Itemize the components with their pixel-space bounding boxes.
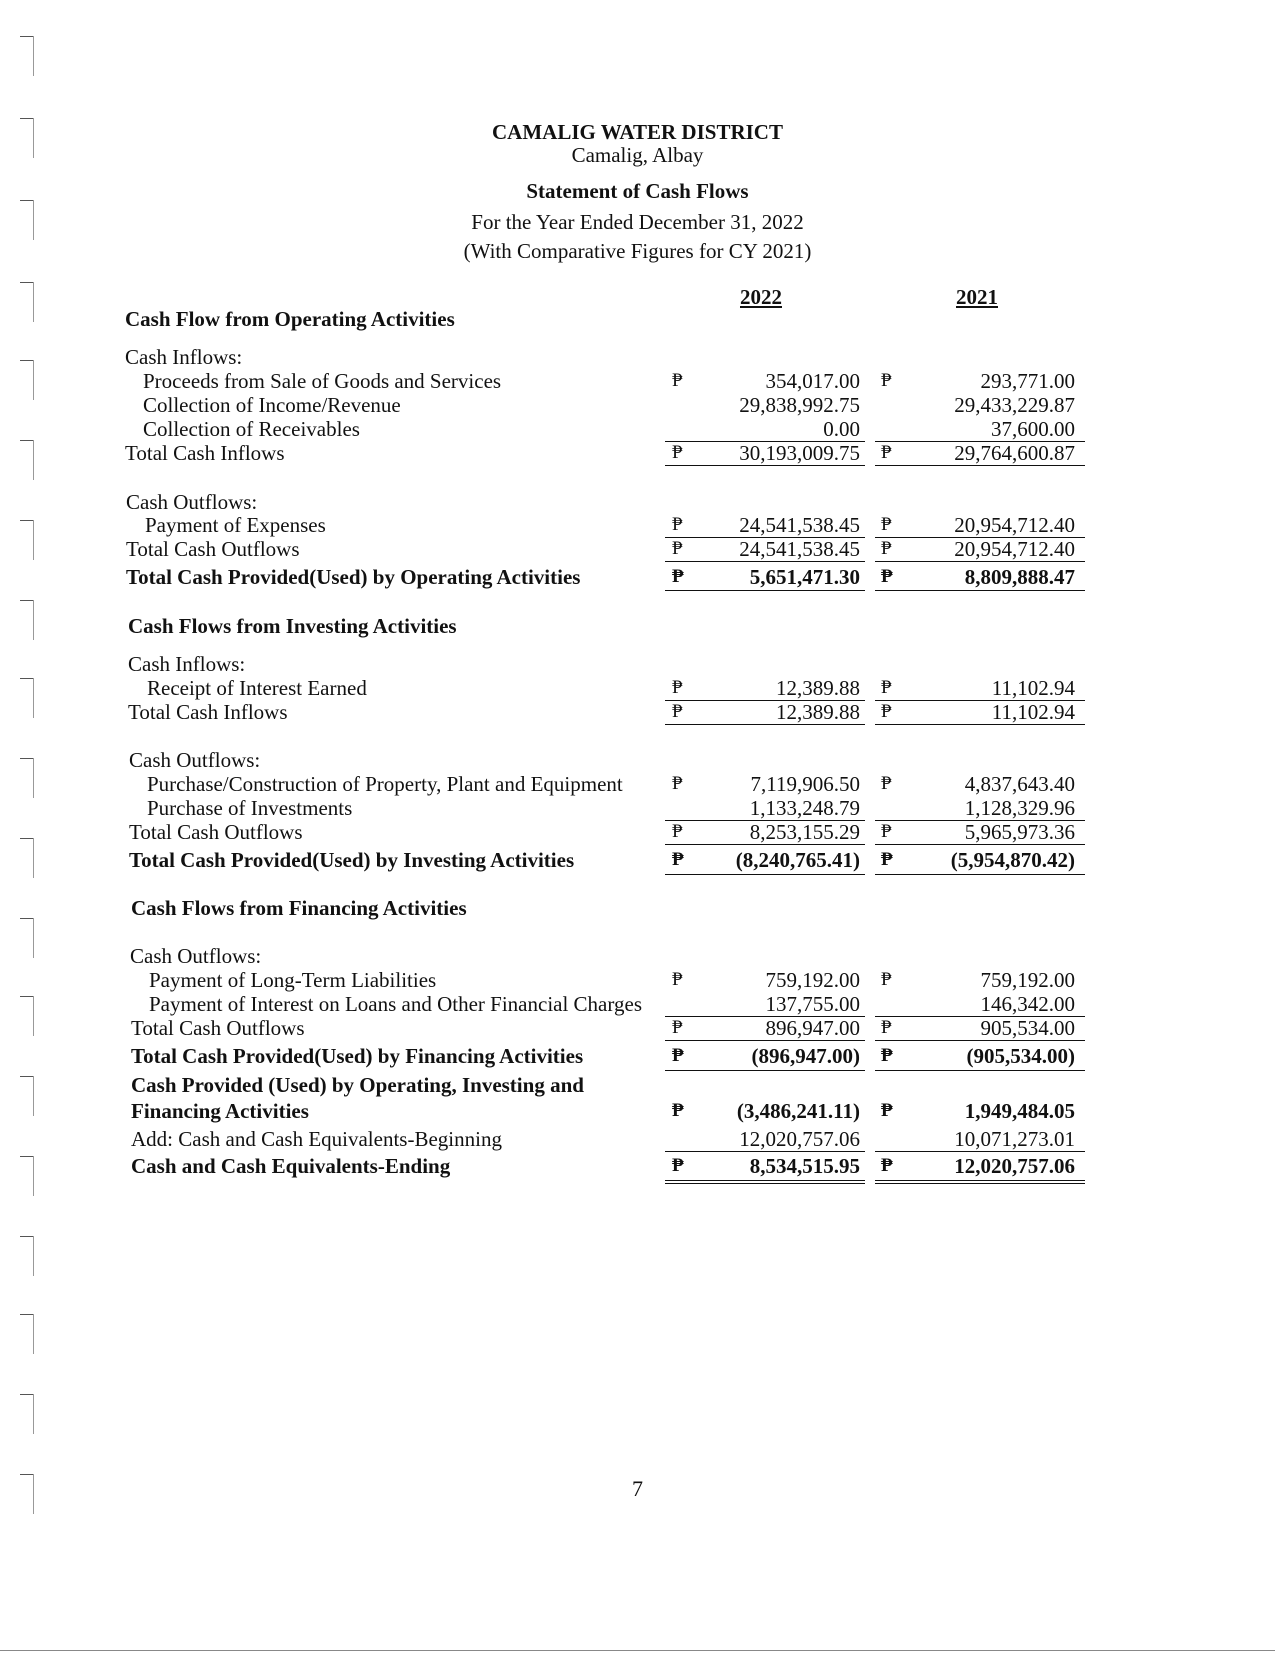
amount-2021: 8,809,888.47 [964,565,1075,589]
inflows-label: Cash Inflows: [125,345,243,369]
net-rule [665,874,865,875]
amount-2022: 8,253,155.29 [749,820,860,844]
line-item [0,1127,1275,1151]
column-header-2021: 2021 [956,285,998,309]
line-item [0,369,1275,393]
amount-2021: 10,071,273.01 [954,1127,1075,1151]
amount-2021: (905,534.00) [966,1044,1075,1068]
amount-2022: 24,541,538.45 [739,537,860,561]
line-label: Total Cash Outflows [131,1016,305,1040]
line-label: Cash Provided (Used) by Operating, Investing and [131,1073,584,1097]
peso-sign: ₱ [672,1045,684,1066]
peso-sign: ₱ [881,442,892,463]
amount-2022: (8,240,765.41) [735,848,860,872]
double-rule [875,1180,1085,1184]
line-item [0,992,1275,1016]
peso-sign: ₱ [672,442,683,463]
entity-location: Camalig, Albay [571,143,704,167]
line-label: Total Cash Provided(Used) by Financing Activities [131,1044,584,1068]
line-label: Financing Activities [131,1099,309,1123]
outflows-label: Cash Outflows: [126,490,258,514]
peso-sign: ₱ [672,514,683,535]
peso-sign: ₱ [672,969,683,990]
peso-sign: ₱ [881,677,892,698]
total-row [0,441,1275,465]
line-label: Proceeds from Sale of Goods and Services [143,369,502,393]
total-rule [665,724,865,725]
peso-sign: ₱ [881,1045,893,1066]
binder-mark [20,36,34,76]
amount-2021: 29,433,229.87 [954,393,1075,417]
amount-2022: 12,389.88 [776,676,860,700]
total-rule [665,561,865,562]
net-rule [875,874,1085,875]
peso-sign: ₱ [881,821,892,842]
net-rule [665,1070,865,1071]
peso-sign: ₱ [881,773,892,794]
amount-2021: 293,771.00 [980,369,1075,393]
total-rule [665,844,865,845]
net-total-row [0,848,1275,872]
subsection-label [0,944,1275,968]
line-item [0,676,1275,700]
amount-2021: 37,600.00 [991,417,1075,441]
page-number: 7 [632,1476,643,1501]
total-rule [665,1040,865,1041]
line-item [0,772,1275,796]
statement-header [0,121,1275,167]
amount-2021: 4,837,643.40 [964,772,1075,796]
peso-sign: ₱ [672,1100,684,1121]
amount-2022: 759,192.00 [765,968,860,992]
line-item [0,968,1275,992]
amount-2021: 11,102.94 [991,700,1075,724]
peso-sign: ₱ [881,566,893,587]
amount-2021: 5,965,973.36 [964,820,1075,844]
peso-sign: ₱ [672,1017,683,1038]
subsection-label [0,652,1275,676]
peso-sign: ₱ [881,969,892,990]
total-rule [875,561,1085,562]
amount-2022: 8,534,515.95 [749,1154,860,1178]
section-heading [0,896,1275,920]
subsection-label [0,345,1275,369]
peso-sign: ₱ [672,1155,684,1176]
peso-sign: ₱ [672,773,683,794]
amount-2022: 5,651,471.30 [749,565,860,589]
amount-2022: (896,947.00) [751,1044,860,1068]
peso-sign: ₱ [672,370,683,391]
amount-2022: 12,389.88 [776,700,860,724]
subtotal-rule [875,1151,1085,1152]
column-header-2022: 2022 [740,285,782,309]
line-label: Collection of Income/Revenue [143,393,401,417]
statement-period-block [0,208,1275,266]
binder-mark [20,1236,34,1276]
amount-2022: 24,541,538.45 [739,513,860,537]
statement-title: Statement of Cash Flows [526,179,749,203]
subsection-label [0,748,1275,772]
section-heading [0,614,1275,638]
line-label: Payment of Long-Term Liabilities [149,968,437,992]
amount-2022: 137,755.00 [765,992,860,1016]
amount-2022: 7,119,906.50 [750,772,860,796]
operating-title: Cash Flow from Operating Activities [125,307,455,331]
amount-2021: 1,128,329.96 [964,796,1075,820]
line-label: Receipt of Interest Earned [147,676,367,700]
net-total-row [0,1044,1275,1068]
line-label: Purchase of Investments [147,796,353,820]
statement-title-block [0,180,1275,203]
line-item [0,796,1275,820]
total-rule [875,465,1085,466]
line-label: Total Cash Outflows [129,820,303,844]
amount-2021: 11,102.94 [991,676,1075,700]
amount-2022: 30,193,009.75 [739,441,860,465]
total-rule [665,465,865,466]
outflows-label: Cash Outflows: [129,748,261,772]
amount-2022: 1,133,248.79 [749,796,860,820]
peso-sign: ₱ [672,701,683,722]
peso-sign: ₱ [881,1100,893,1121]
amount-2022: 29,838,992.75 [739,393,860,417]
amount-2021: 29,764,600.87 [954,441,1075,465]
amount-2021: 905,534.00 [980,1016,1075,1040]
line-label: Total Cash Inflows [125,441,285,465]
financing-title: Cash Flows from Financing Activities [131,896,467,920]
peso-sign: ₱ [881,1017,892,1038]
peso-sign: ₱ [672,677,683,698]
line-item [0,393,1275,417]
line-label: Collection of Receivables [143,417,360,441]
amount-2022: 12,020,757.06 [739,1127,860,1151]
amount-2022: 354,017.00 [765,369,860,393]
total-row [0,700,1275,724]
scan-edge [0,1650,1275,1651]
combined-label-row [0,1073,1275,1097]
amount-2022: 896,947.00 [765,1016,860,1040]
peso-sign: ₱ [672,566,684,587]
total-rule [875,724,1085,725]
peso-sign: ₱ [881,538,892,559]
ending-total-row [0,1154,1275,1178]
line-label: Payment of Expenses [145,513,326,537]
line-label: Total Cash Provided(Used) by Operating Activities [126,565,581,589]
line-label: Total Cash Outflows [126,537,300,561]
peso-sign: ₱ [881,849,893,870]
subsection-label [0,490,1275,514]
total-rule [875,1040,1085,1041]
amount-2021: 12,020,757.06 [954,1154,1075,1178]
line-label: Cash and Cash Equivalents-Ending [131,1154,451,1178]
peso-sign: ₱ [672,821,683,842]
entity-name: CAMALIG WATER DISTRICT [492,120,783,144]
net-rule [665,590,865,591]
net-total-row [0,565,1275,589]
line-item [0,417,1275,441]
outflows-label: Cash Outflows: [130,944,262,968]
amount-2022: (3,486,241.11) [736,1099,860,1123]
peso-sign: ₱ [881,370,892,391]
line-label: Add: Cash and Cash Equivalents-Beginning [131,1127,502,1151]
investing-title: Cash Flows from Investing Activities [128,614,457,638]
section-heading [0,307,1275,331]
peso-sign: ₱ [672,538,683,559]
statement-comparative: (With Comparative Figures for CY 2021) [463,239,812,263]
subtotal-rule [665,1151,865,1152]
peso-sign: ₱ [672,849,684,870]
line-item [0,513,1275,537]
total-row [0,1016,1275,1040]
amount-2021: 759,192.00 [980,968,1075,992]
line-label: Purchase/Construction of Property, Plant and Equipment [147,772,623,796]
peso-sign: ₱ [881,514,892,535]
double-rule [665,1180,865,1184]
total-row [0,537,1275,561]
amount-2022: 0.00 [823,417,860,441]
amount-2021: (5,954,870.42) [950,848,1075,872]
net-rule [875,1070,1085,1071]
combined-total-row [0,1099,1275,1123]
line-label: Payment of Interest on Loans and Other Financial Charges [149,992,642,1016]
binder-mark [20,1394,34,1434]
peso-sign: ₱ [881,1155,893,1176]
net-rule [875,590,1085,591]
inflows-label: Cash Inflows: [128,652,246,676]
total-rule [875,844,1085,845]
line-label: Total Cash Inflows [128,700,288,724]
peso-sign: ₱ [881,701,892,722]
total-row [0,820,1275,844]
amount-2021: 20,954,712.40 [954,537,1075,561]
line-label: Total Cash Provided(Used) by Investing Activities [129,848,575,872]
amount-2021: 20,954,712.40 [954,513,1075,537]
amount-2021: 1,949,484.05 [964,1099,1075,1123]
statement-period: For the Year Ended December 31, 2022 [471,210,804,234]
binder-mark [20,1314,34,1354]
amount-2021: 146,342.00 [980,992,1075,1016]
